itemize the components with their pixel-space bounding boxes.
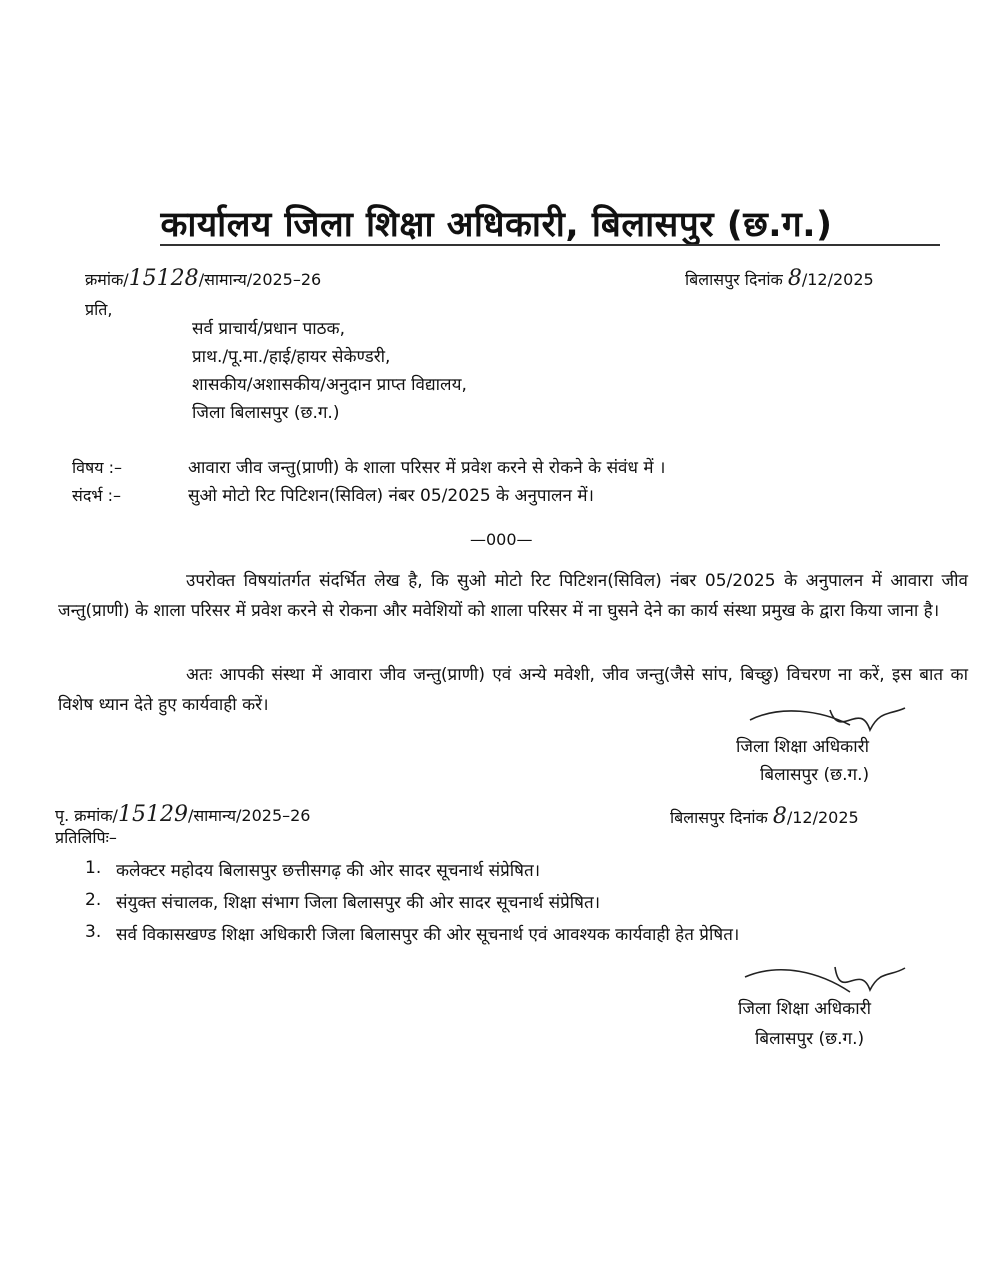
- copy-item-text: संयुक्त संचालक, शिक्षा संभाग जिला बिलासपुर की ओर सादर सूचनार्थ संप्रेषित।: [116, 893, 601, 913]
- copy-ref-suffix: /सामान्य/2025–26: [187, 806, 311, 825]
- ref-number-handwritten: 15128: [128, 266, 199, 291]
- ref-prefix: क्रमांक/: [85, 270, 129, 289]
- date-rest: /12/2025: [801, 270, 874, 289]
- header-divider: [160, 244, 940, 246]
- place-date-prefix: बिलासपुर दिनांक: [685, 270, 783, 289]
- signature2-place: बिलासपुर (छ.ग.): [755, 1029, 865, 1049]
- copy-date-rest: /12/2025: [786, 808, 859, 827]
- copy-order-reference: [55, 802, 311, 827]
- body-paragraph-2: अतः आपकी संस्था में आवारा जीव जन्तु(प्राणी) एवं अन्ये मवेशी, जीव जन्तु(जैसे सांप, बिच्छु) विचरण ना करें, इस बात का विशेष ध्यान देते हुए कार्यवाही करें।: [58, 665, 968, 715]
- copy-date-day-handwritten: 8: [772, 804, 787, 829]
- copy-place-date-prefix: बिलासपुर दिनांक: [670, 808, 768, 827]
- order-reference: [85, 266, 321, 291]
- copy-label: प्रतिलिपिः–: [55, 828, 117, 847]
- date-day-handwritten: 8: [787, 266, 802, 291]
- reference-text: सुओ मोटो रिट पिटिशन(सिविल) नंबर 05/2025 के अनुपालन में।: [188, 486, 594, 506]
- body-paragraph-1: उपरोक्त विषयांतर्गत संदर्भित लेख है, कि सुओ मोटो रिट पिटिशन(सिविल) नंबर 05/2025 के अनुपालन में आवारा जीव जन्तु(प्राणी) के शाला परिसर में प्रवेश करने से रोकना और मवेशियों को शाला परिसर में ना घुसने देने का कार्य संस्था प्रमुख के द्वारा किया जाना है।: [58, 571, 968, 621]
- office-title: कार्यालय जिला शिक्षा अधिकारी, बिलासपुर (छ.ग.): [160, 205, 833, 245]
- subject-label: विषय :–: [72, 458, 123, 477]
- copy-ref-prefix: पृ. क्रमांक/: [55, 806, 118, 825]
- ref-suffix: /सामान्य/2025–26: [198, 270, 322, 289]
- copy-item-number: 1.: [85, 858, 102, 878]
- recipient-line: शासकीय/अशासकीय/अनुदान प्राप्त विद्यालय,: [192, 375, 467, 395]
- recipient-line: सर्व प्राचार्य/प्रधान पाठक,: [192, 319, 345, 339]
- subject-text: आवारा जीव जन्तु(प्राणी) के शाला परिसर में प्रवेश करने से रोकने के संवंध में ।: [188, 458, 666, 478]
- copy-item-number: 2.: [85, 890, 102, 910]
- copy-item-text: सर्व विकासखण्ड शिक्षा अधिकारी जिला बिलासपुर की ओर सूचनार्थ एवं आवश्यक कार्यवाही हेत प्रेषित।: [116, 925, 740, 945]
- separator: —000—: [470, 530, 533, 549]
- prati-label: प्रति,: [85, 300, 113, 319]
- signature2-designation: जिला शिक्षा अधिकारी: [738, 999, 871, 1019]
- order-date: [685, 266, 874, 291]
- recipient-line: जिला बिलासपुर (छ.ग.): [192, 403, 340, 423]
- signature1-designation: जिला शिक्षा अधिकारी: [736, 737, 869, 757]
- copy-order-date: [670, 804, 859, 829]
- copy-ref-number-handwritten: 15129: [117, 802, 188, 827]
- recipient-line: प्राथ./पू.मा./हाई/हायर सेकेण्डरी,: [192, 347, 391, 367]
- copy-item-text: कलेक्टर महोदय बिलासपुर छत्तीसगढ़ की ओर सादर सूचनार्थ संप्रेषित।: [116, 861, 541, 881]
- signature1-place: बिलासपुर (छ.ग.): [760, 765, 870, 785]
- copy-item-number: 3.: [85, 922, 102, 942]
- reference-label: संदर्भ :–: [72, 486, 122, 505]
